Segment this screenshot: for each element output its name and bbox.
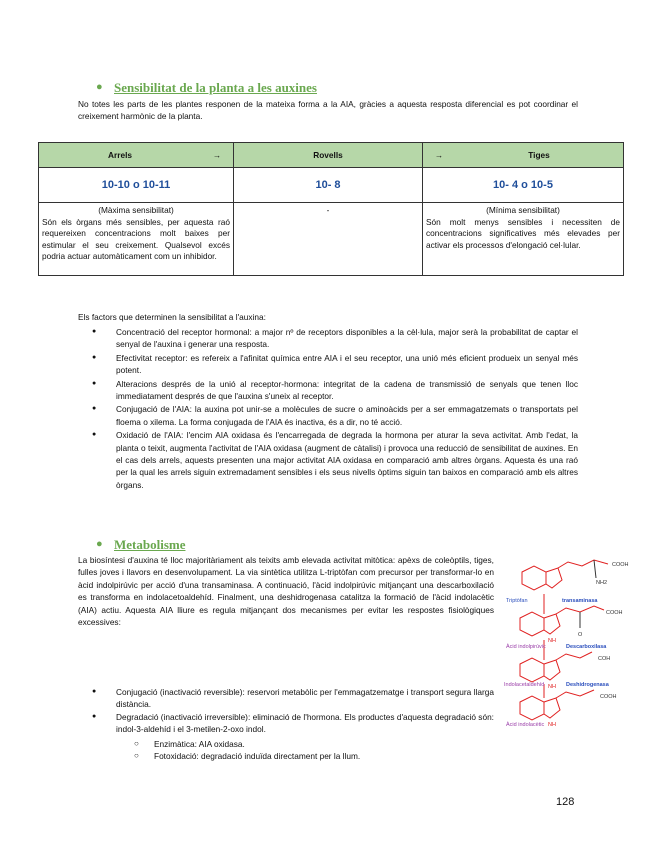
- label-descarboxilasa: Descarboxilasa: [566, 644, 607, 650]
- label-deshidrogenasa: Deshidrogenasa: [566, 682, 609, 688]
- label-indolpiruvic: Àcid indolpirúvic: [506, 644, 546, 650]
- indolpyruvic-pyrrole-icon: [544, 614, 560, 634]
- label-nh2: NH2: [596, 580, 608, 586]
- list-item: ● Degradació (inactivació irreversible): eliminació de l'hormona. Els productes d'aquesta degradació són: indol-3-aldehíd i el 3-metilen-2-oxo indol. ○ Enzimàtica: AIA oxidasa. ○ Fotoxidació: degradació induïda directament per la llum.: [78, 711, 494, 763]
- intro-paragraph: No totes les parts de les plantes responen de la mateixa forma a la AIA, gràcies a aquesta resposta diferencial es pot coordinar el creixement harmònic de la planta.: [78, 99, 578, 122]
- degradation-sublist: [116, 738, 494, 763]
- tiges-label: (Mínima sensibilitat): [486, 205, 560, 215]
- iaa-ring-icon: [520, 696, 544, 720]
- value-arrels: 10-10 o 10-11: [39, 168, 234, 203]
- label-transaminasa: transaminasa: [562, 598, 598, 604]
- list-item: ● Concentració del receptor hormonal: a major nº de receptors disponibles a la cèl·lula, major serà la probabilitat de captar el senyal de l'auxina i generar una resposta.: [78, 326, 578, 351]
- iaa-chain: [556, 690, 594, 698]
- factors-list: [78, 326, 578, 492]
- desc-tiges: [423, 203, 624, 276]
- label-coh: COH: [598, 656, 611, 662]
- value-rovells: 10- 8: [234, 168, 423, 203]
- list-item: ● Conjugació de l'AIA: la auxina pot unir-se a molècules de sucre o aminoàcids per a ser emmagatzemats o transportats pel floema o xilema. La forma conjugada de l'AIA és inactiva, és a dir, no té acció.: [78, 403, 578, 428]
- label-indolacetic: Àcid indolacètic: [506, 722, 545, 728]
- indolacetaldehyd-pyrrole-icon: [544, 660, 560, 680]
- section-bullet-icon: ●: [96, 81, 103, 93]
- label-cooh-2: COOH: [606, 610, 623, 616]
- table-description-row: [39, 203, 624, 276]
- section-title-sensibilitat: Sensibilitat de la planta a les auxines: [114, 80, 317, 95]
- regulation-list: [78, 686, 494, 762]
- tryptophan-pyrrole-icon: [546, 568, 562, 588]
- arrels-label: (Màxima sensibilitat): [98, 205, 174, 215]
- desc-rovells: [234, 203, 423, 276]
- header-arrow-1: →: [201, 143, 234, 168]
- header-tiges: Tiges: [455, 143, 624, 168]
- label-nh-1: NH: [548, 638, 556, 644]
- sub-list-item: ○ Fotoxidació: degradació induïda directament per la llum.: [116, 750, 494, 762]
- value-tiges: 10- 4 o 10-5: [423, 168, 624, 203]
- auxin-biosynthesis-diagram: [504, 556, 634, 732]
- table-value-row: [39, 168, 624, 203]
- label-cooh-1: COOH: [612, 562, 629, 568]
- list-item: ● Alteracions després de la unió al receptor-hormona: integritat de la cadena de transmissió de senyals que tenen lloc immediatament després de que l'auxina s'uneix al receptor.: [78, 378, 578, 403]
- tryptophan-chain: [558, 560, 608, 568]
- desc-arrels: [39, 203, 234, 276]
- header-arrow-2: →: [423, 143, 456, 168]
- metabolisme-paragraph: La biosíntesi d'auxina té lloc majoritàriament als teixits amb elevada activitat mitòtica: apèxs de coleòptils, tiges, fulles joves i llavors en desenvolupament. La via sintètica utilitza L-triptòfan com precursor per transformar-lo en àcid indolpirúvic per acció d'una transaminasa. A continuació, l'àcid indolpirúvic mitjançant una descarboxilació es transforma en indolacetoaldehíd. Finalment, una deshidrogenasa catalitza la formació de l'àcid indolacètic (AIA) actiu. Aquesta AIA lliure es regula mitjançant dos mecanismes per evitar les respostes fisiològiques excessives:: [78, 555, 494, 628]
- list-item: ● Oxidació de l'AIA: l'encim AIA oxidasa és l'encarregada de degrada la hormona per aturar la seva activitat. Amb l'edat, la planta o teixit, augmenta l'activitat de l'AIA oxidasa (augment de càtalisi) i provoca una reducció de sensibilitat de auxines. En el cas dels arrels, aquests presenten una major activitat AIA oxidasa en comparació amb altres òrgans. Aquesta és una raó per la qual les arrels siguin extremadament sensibles i els seus nivells òptims siguin tan baixos en comparació amb els altres òrgans.: [78, 429, 578, 491]
- table-header-row: [39, 143, 624, 168]
- header-rovells: Rovells: [234, 143, 423, 168]
- rovells-text: -: [326, 205, 330, 215]
- tiges-text: Són molt menys sensibles i necessiten de concentracions significatives més elevades per activar els processos d'elongació cel·lular.: [426, 216, 620, 250]
- header-arrels: Arrels: [39, 143, 202, 168]
- section-title-metabolisme: Metabolisme: [114, 537, 186, 552]
- indolpyruvic-ring-icon: [520, 612, 544, 636]
- label-cooh-3: COOH: [600, 694, 617, 700]
- section-bullet-icon: ●: [96, 538, 103, 550]
- list-item: ● Conjugació (inactivació reversible): reservori metabòlic per l'emmagatzematge i transport segura llarga distància.: [78, 686, 494, 711]
- label-nh-2: NH: [548, 684, 556, 690]
- page-number: 128: [556, 796, 575, 808]
- sub-list-item: ○ Enzimàtica: AIA oxidasa.: [116, 738, 494, 750]
- list-item: ● Efectivitat receptor: es refereix a l'afinitat química entre AIA i el seu receptor, una unió més eficient produeix un senyal més potent.: [78, 352, 578, 377]
- factors-intro: Els factors que determinen la sensibilitat a l'auxina:: [78, 312, 266, 322]
- indolacetaldehyd-chain: [556, 652, 592, 660]
- indolacetaldehyd-ring-icon: [520, 658, 544, 682]
- label-indolacetaldehyd: Indolacetaldehíd: [504, 682, 545, 688]
- iaa-pyrrole-icon: [544, 698, 560, 718]
- tryptophan-ring-icon: [522, 566, 546, 590]
- label-triptofan: Triptòfan: [506, 598, 528, 604]
- label-nh-3: NH: [548, 722, 556, 728]
- arrels-text: Són els òrgans més sensibles, per aquesta raó requereixen concentracions molt baixes per estimular el seu creixement. Qualsevol excés podria actuar automàticament com un inhibidor.: [42, 216, 230, 261]
- sensitivity-table: [38, 142, 624, 276]
- label-o: O: [578, 632, 583, 638]
